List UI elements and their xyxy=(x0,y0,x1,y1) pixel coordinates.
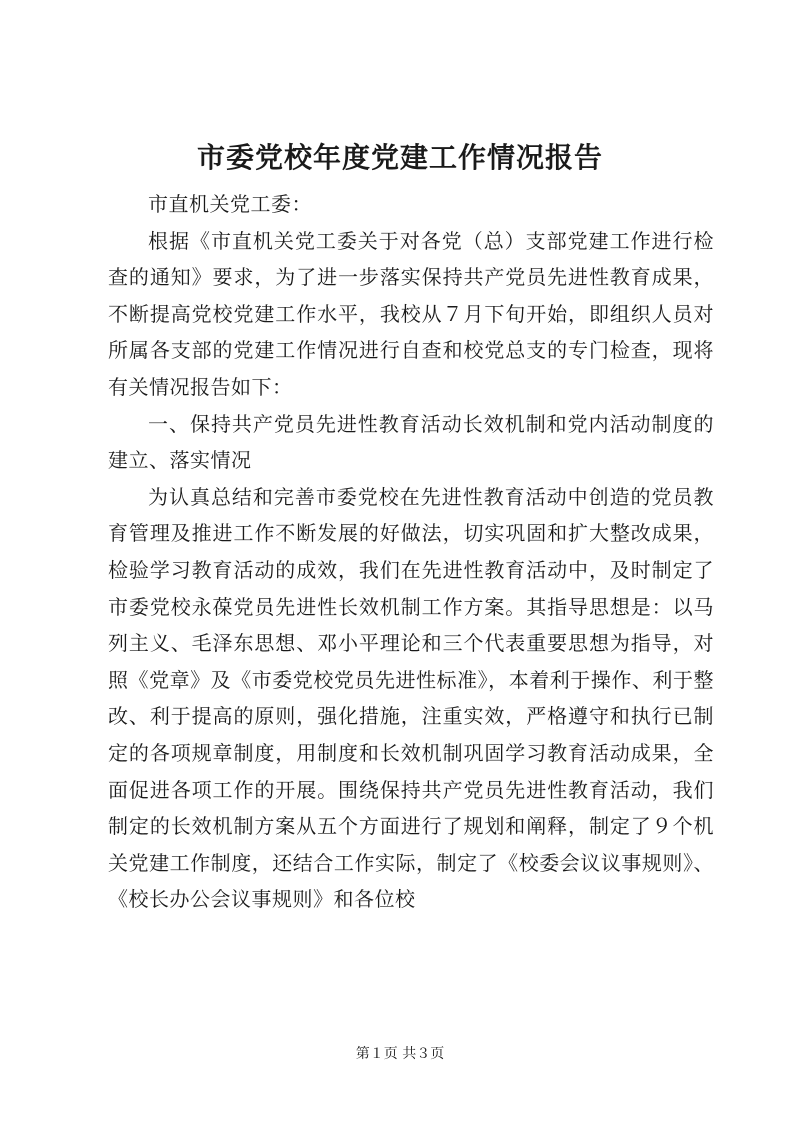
document-body xyxy=(108,186,714,918)
paragraph-intro: 根据《市直机关党工委关于对各党（总）支部党建工作进行检查的通知》要求，为了进一步落实保持共产党员先进性教育成果，不断提高党校党建工作水平，我校从７月下旬开始，即组织人员对所属各支部的党建工作情况进行自查和校党总支的专门检查，现将有关情况报告如下： xyxy=(108,228,714,399)
salutation: 市直机关党工委： xyxy=(148,192,312,216)
paragraph-body: 为认真总结和完善市委党校在先进性教育活动中创造的党员教育管理及推进工作不断发展的好做法，切实巩固和扩大整改成果，检验学习教育活动的成效，我们在先进性教育活动中，及时制定了市委党校永葆党员先进性长效机制工作方案。其指导思想是：以马列主义、毛泽东思想、邓小平理论和三个代表重要思想为指导，对照《党章》及《市委党校党员先进性标准》，本着利于操作、利于整改、利于提高的原则，强化措施，注重实效，严格遵守和执行已制定的各项规章制度，用制度和长效机制巩固学习教育活动成果，全面促进各项工作的开展。围绕保持共产党员先进性教育活动，我们制定的长效机制方案从五个方面进行了规划和阐释，制定了９个机关党建工作制度，还结合工作实际，制定了《校委会议议事规则》、《校长办公会议事规则》和各位校 xyxy=(108,484,714,912)
document-title: 市委党校年度党建工作情况报告 xyxy=(196,141,603,174)
section-heading: 一、保持共产党员先进性教育活动长效机制和党内活动制度的建立、落实情况 xyxy=(108,411,714,473)
page-footer: 第１页 共３页 xyxy=(355,1046,445,1062)
